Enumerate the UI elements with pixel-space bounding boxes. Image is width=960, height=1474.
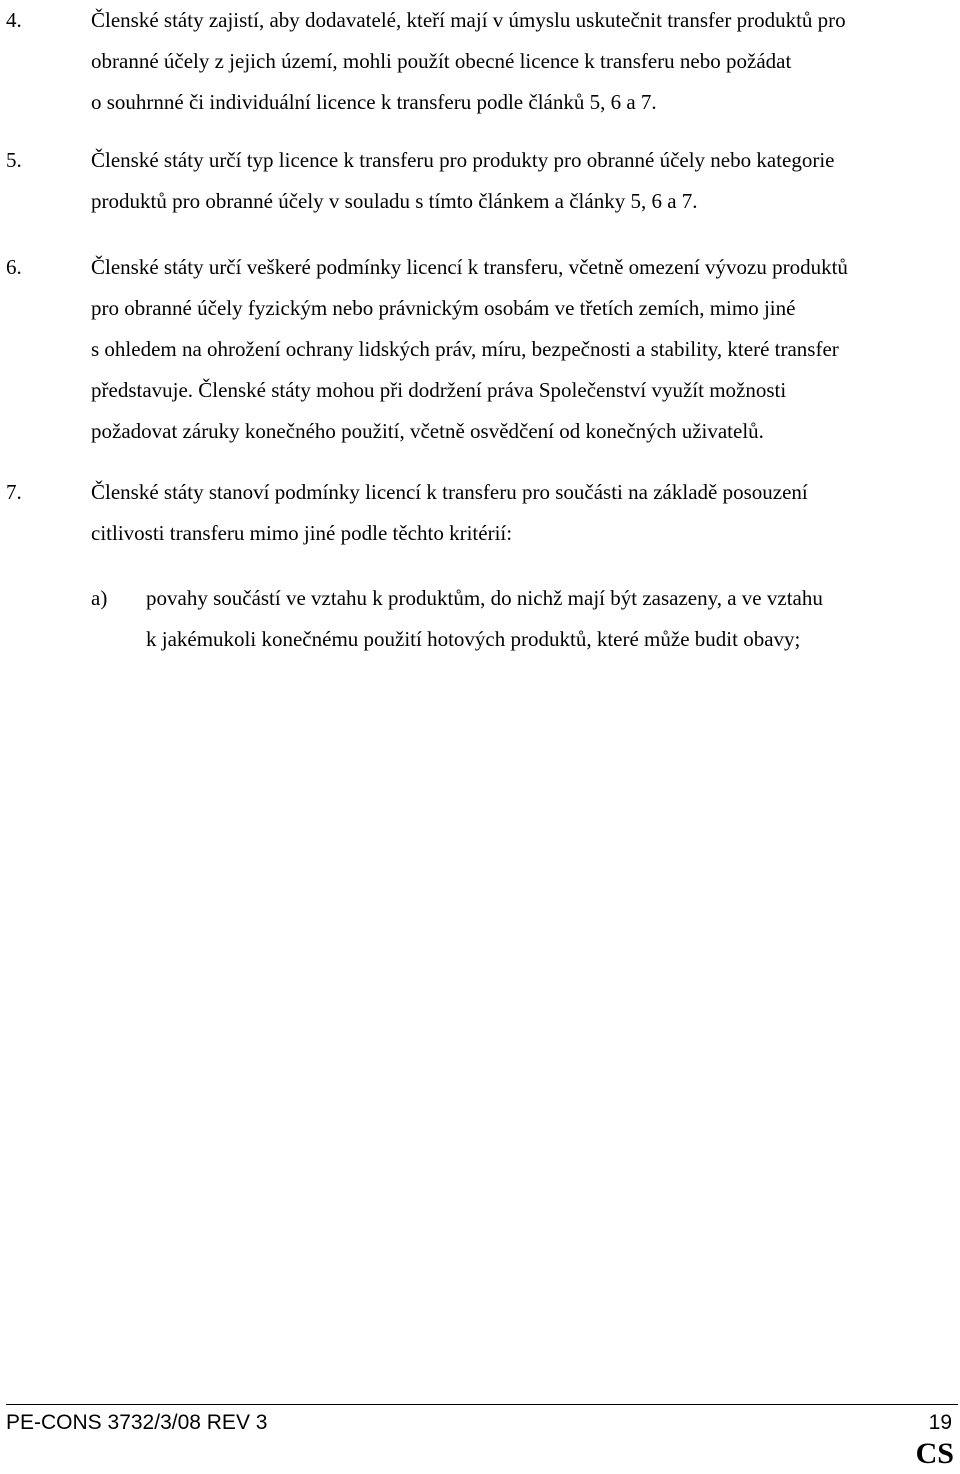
paragraph-number: 5. <box>6 148 22 172</box>
text-line: obranné účely z jejich území, mohli použít obecné licence k transferu nebo požádat <box>91 49 792 73</box>
subitem-letter: a) <box>91 586 108 610</box>
language-code: CS <box>915 1437 954 1470</box>
paragraph-text <box>91 247 953 452</box>
paragraph-number: 7. <box>6 480 22 504</box>
text-line: citlivosti transferu mimo jiné podle těchto kritérií: <box>91 521 513 545</box>
document-reference: PE-CONS 3732/3/08 REV 3 <box>6 1411 268 1434</box>
text-line: s ohledem na ohrožení ochrany lidských práv, míru, bezpečnosti a stability, které transfer <box>91 337 839 361</box>
paragraph-number: 6. <box>6 255 22 279</box>
text-line: o souhrnné či individuální licence k transferu podle článků 5, 6 a 7. <box>91 90 657 114</box>
paragraph-text <box>91 140 953 222</box>
text-line: Členské státy určí typ licence k transferu pro produkty pro obranné účely nebo kategorie <box>91 148 835 172</box>
text-line: k jakémukoli konečnému použití hotových produktů, které může budit obavy; <box>146 627 801 651</box>
subitem-text <box>146 578 946 660</box>
text-line: požadovat záruky konečného použití, včetně osvědčení od konečných uživatelů. <box>91 419 764 443</box>
text-line: Členské státy stanoví podmínky licencí k transferu pro součásti na základě posouzení <box>91 480 808 504</box>
text-line: povahy součástí ve vztahu k produktům, do nichž mají být zasazeny, a ve vztahu <box>146 586 823 610</box>
paragraph-text <box>91 472 953 554</box>
text-line: pro obranné účely fyzickým nebo právnickým osobám ve třetích zemích, mimo jiné <box>91 296 796 320</box>
text-line: představuje. Členské státy mohou při dodržení práva Společenství využít možnosti <box>91 378 787 402</box>
text-line: Členské státy určí veškeré podmínky licencí k transferu, včetně omezení vývozu produktů <box>91 255 848 279</box>
text-line: Členské státy zajistí, aby dodavatelé, kteří mají v úmyslu uskutečnit transfer produktů pro <box>91 8 846 32</box>
paragraph-text <box>91 0 953 123</box>
page-number: 19 <box>928 1411 952 1434</box>
text-line: produktů pro obranné účely v souladu s tímto článkem a články 5, 6 a 7. <box>91 189 698 213</box>
footer-divider <box>6 1404 958 1405</box>
paragraph-number: 4. <box>6 8 22 32</box>
